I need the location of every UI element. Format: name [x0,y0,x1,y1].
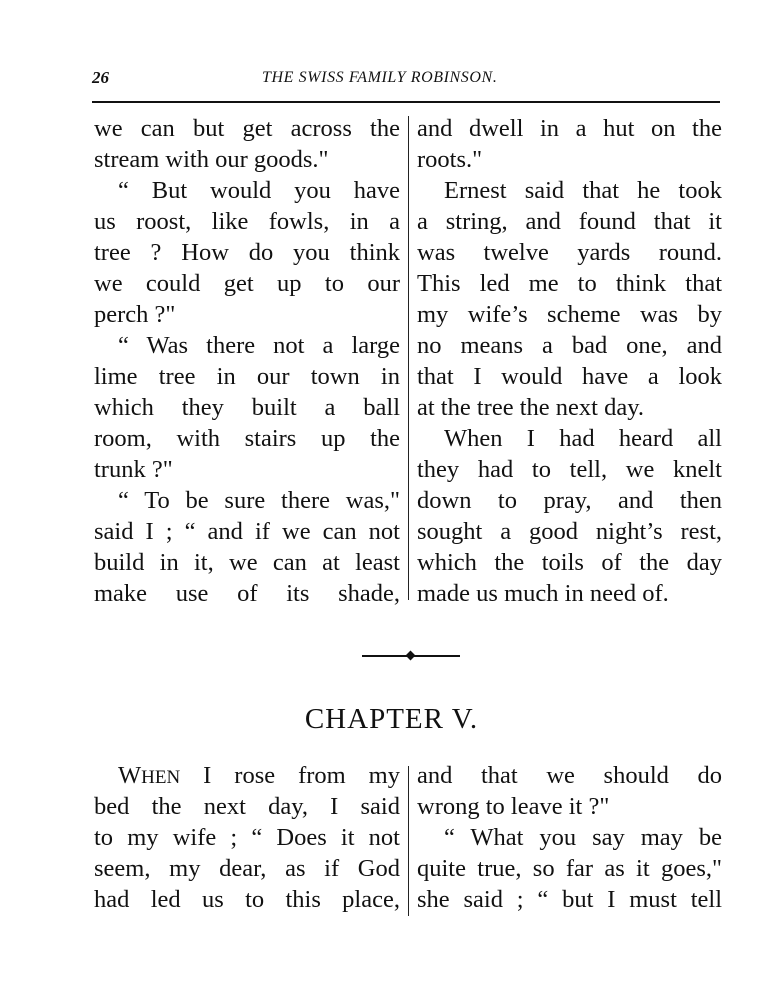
chapter-title: CHAPTER V. [304,703,479,735]
text-line: at the tree the next day. [417,394,644,421]
text-line: When I had heard all [444,425,722,452]
text-line: made us much in need of. [417,580,669,607]
text-line: bed the next day, I said [94,793,400,820]
top-left-column [94,113,400,609]
text-line: and dwell in a hut on the [417,115,722,142]
text-line: room, with stairs up the [94,425,400,452]
text-line: had led us to this place, [94,886,400,913]
top-right-column [417,113,722,609]
text-line: us roost, like fowls, in a [94,208,400,235]
text-line: a string, and found that it [417,208,722,235]
bottom-right-column [417,760,722,915]
small-caps-initial: W [118,762,142,789]
text-line: we could get up to our [94,270,400,297]
text-line: they had to tell, we knelt [417,456,722,483]
text-line: which the toils of the day [417,549,722,576]
text-line: build in it, we can at least [94,549,400,576]
text-line: “ What you say may be [444,824,722,851]
text-line: trunk ?" [94,456,173,483]
text-line: wrong to leave it ?" [417,793,610,820]
running-header [92,68,720,92]
text-line: was twelve yards round. [417,239,722,266]
text-line: which they built a ball [94,394,400,421]
text-line: “ But would you have [118,177,400,204]
text-line: she said ; “ but I must tell [417,886,722,913]
text-line: make use of its shade, [94,580,400,607]
small-caps-word: HEN [141,767,181,788]
text-line: and that we should do [417,762,722,789]
text-line: “ Was there not a large [118,332,400,359]
text-line: tree ? How do you think [94,239,400,266]
text-line: my wife’s scheme was by [417,301,722,328]
page-number: 26 [92,68,109,87]
text-line: roots." [417,146,483,173]
text-line: Ernest said that he took [444,177,722,204]
text-line: stream with our goods." [94,146,329,173]
section-ornament [362,653,460,659]
text-line: WHEN I rose from my [118,762,400,789]
text-line: seem, my dear, as if God [94,855,400,882]
text-line: sought a good night’s rest, [417,518,722,545]
column-divider [408,116,409,600]
text-line: that I would have a look [417,363,722,390]
text-line: “ To be sure there was," [118,487,400,514]
text-line: we can but get across the [94,115,400,142]
text-line: down to pray, and then [417,487,722,514]
text-line: quite true, so far as it goes," [417,855,722,882]
text-line: lime tree in our town in [94,363,400,390]
text-line: perch ?" [94,301,176,328]
text-line: This led me to think that [417,270,722,297]
running-title: THE SWISS FAMILY ROBINSON. [262,69,498,86]
bottom-left-column [94,760,400,915]
column-divider [408,766,409,916]
text-line: no means a bad one, and [417,332,722,359]
text-line: to my wife ; “ Does it not [94,824,400,851]
text-line: said I ; “ and if we can not [94,518,400,545]
header-rule [92,101,720,103]
